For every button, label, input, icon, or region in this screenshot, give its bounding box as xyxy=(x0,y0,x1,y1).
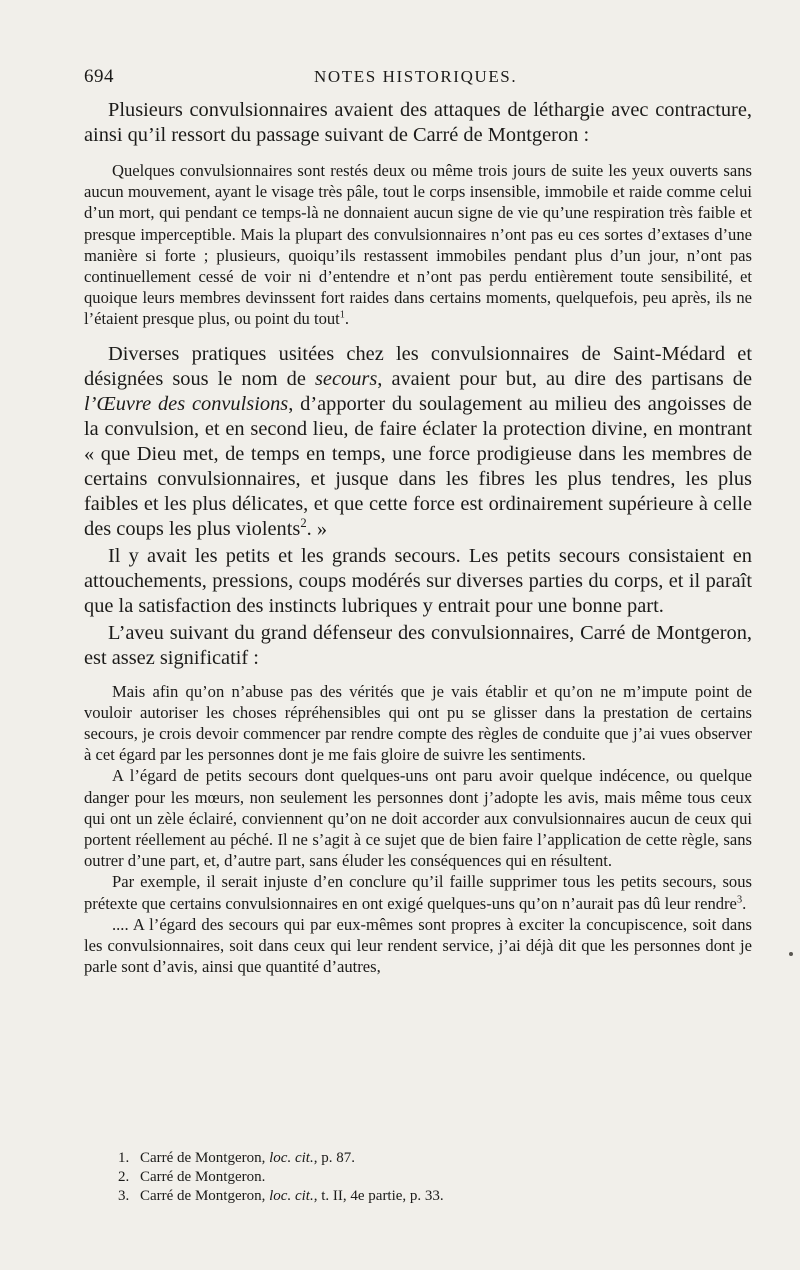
paragraph-text: , avaient pour but, au dire des partisans de xyxy=(377,367,753,390)
paragraph-text: Diverses pratiques usitées chez les convulsionnaires de Saint-Médard et désignées sous le nom de xyxy=(84,342,752,390)
italic-term-secours: secours xyxy=(314,367,378,390)
page-number: 694 xyxy=(84,66,114,87)
footnote-3: 3. Carré de Montgeron, loc. cit., t. II, 4e partie, p. 33. xyxy=(118,1188,444,1204)
quote-montgeron-concupiscence: .... A l’égard des secours qui par eux-mêmes sont propres à exciter la concupiscence, soit dans les convulsionnaires, soit dans ceux qui leur rendent service, j’ai déjà dit que les personnes dont je parle sont d’avis, ainsi que quantité d’autres, xyxy=(84,914,752,977)
running-title: NOTES HISTORIQUES. xyxy=(314,67,518,86)
paragraph-lethargy: Plusieurs convulsionnaires avaient des attaques de léthargie avec contracture, ainsi qu’il ressort du passage suivant de Carré de Montgeron : xyxy=(84,99,752,146)
quote-montgeron-extases: Quelques convulsionnaires sont restés deux ou même trois jours de suite les yeux ouverts sans aucun mouvement, ayant le visage très pâle, tout le corps insensible, immobile et raide comme celui d’un mort, qui pendant ce temps-là ne donnaient aucun signe de vie qu’une respiration très faible et presque imperceptible. Mais la plupart des convulsionnaires n’ont pas eu ces sortes d’extases d’une manière si forte ; plusieurs, quoiqu’ils restassent immobiles pendant plus d’un jour, n’ont pas continuellement cessé de voir ni d’entendre et n’ont pas perdu entièrement toute sensibilité, et quoique leurs membres devinssent fort raides dans certains moments, quelquefois, peu après, ils ne l’étaient presque plus, ou point du tout$^1$. xyxy=(84,161,752,329)
body-text xyxy=(84,98,752,977)
footnote-ref-2: 2 xyxy=(300,515,307,530)
footnotes xyxy=(118,1149,718,1206)
quote-text: . xyxy=(742,893,747,913)
quote-montgeron-petits-secours: A l’égard de petits secours dont quelques-uns ont paru avoir quelque indécence, ou quelque danger pour les mœurs, non seulement les personnes dont j’adopte les avis, mais même tous ceux qui ont un zèle éclairé, conviennent qu’on ne doit accorder aux convulsionnaires aucun de ceux qui portent réellement au péché. Il ne s’agit à ce sujet que de bien faire l’application de cette règle, sans outrer d’une part, et, d’autre part, sans éluder les conséquences qui en résultent. xyxy=(84,766,752,871)
quote-montgeron-exemple xyxy=(84,871,752,913)
quote-montgeron-verites: Mais afin qu’on n’abuse pas des vérités que je vais établir et qu’on ne m’impute point de vouloir autoriser les choses répréhensibles qui ont pu se glisser dans la prestation de certains secours, je crois devoir commencer par rendre compte des règles de conduite que j’ai vues observer à cet égard par les personnes dont je me fais gloire de suivre les sentiments. xyxy=(84,681,752,765)
quote-text: Par exemple, il serait injuste d’en conclure qu’il faille supprimer tous les petits secours, sous prétexte que certains convulsionnaires en ont exigé quelques-uns qu’on n’aurait pas dû leur rendre xyxy=(84,872,752,913)
paragraph-secours xyxy=(84,342,752,542)
page-header xyxy=(84,66,748,90)
footnote-ref-1: 1 xyxy=(339,309,345,321)
paragraph-aveu: L’aveu suivant du grand défenseur des convulsionnaires, Carré de Montgeron, est assez significatif : xyxy=(84,621,752,669)
footnote-2: 2. Carré de Montgeron. xyxy=(118,1169,266,1185)
ink-speck xyxy=(789,952,793,956)
paragraph-text: . » xyxy=(306,517,328,540)
footnote-1: 1. Carré de Montgeron, loc. cit., p. 87. xyxy=(118,1150,355,1166)
footnote-ref-3: 3 xyxy=(736,894,743,906)
quote-text: Quelques convulsionnaires sont restés deux ou même trois jours de suite les yeux ouverts sans aucun mouvement, ayant le visage très pâle, tout le corps insensible, immobile et raide comme celui d’un mort, qui pendant ce temps-là ne donnaient aucun signe de vie qu’une respiration très faible et presque imperceptible. Mais la plupart des convulsionnaires n’ont pas eu ces sortes d’extases d’une manière si forte ; plusieurs, quoiqu’ils restassent immobiles pendant plus d’un jour, n’ont pas continuellement cessé de voir ni d’entendre et n’ont pas perdu entièrement toute sensibilité, et quoique leurs membres devinssent fort raides dans certains moments, quelquefois, peu après, ils ne l’étaient presque plus, ou point du tout xyxy=(84,161,752,329)
paragraph-text: , d’apporter du soulagement au milieu des angoisses de la convulsion, et en second lieu, de faire éclater la protection divine, en montrant « que Dieu met, de temps en temps, une force prodigieuse dans les membres de certains convulsionnaires, et jusque dans les fibres les plus tendres, les plus faibles et les plus délicates, et que cette force est ordinairement supérieure à celle des coups les plus violents xyxy=(84,392,752,540)
paragraph-petits-grands-secours: Il y avait les petits et les grands secours. Les petits secours consistaient en attouchements, pressions, coups modérés sur diverses parties du corps, et il paraît que la satisfaction des instincts lubriques y entrait pour une bonne part. xyxy=(84,544,752,617)
italic-title-oeuvre: l’Œuvre des convulsions xyxy=(84,392,289,415)
